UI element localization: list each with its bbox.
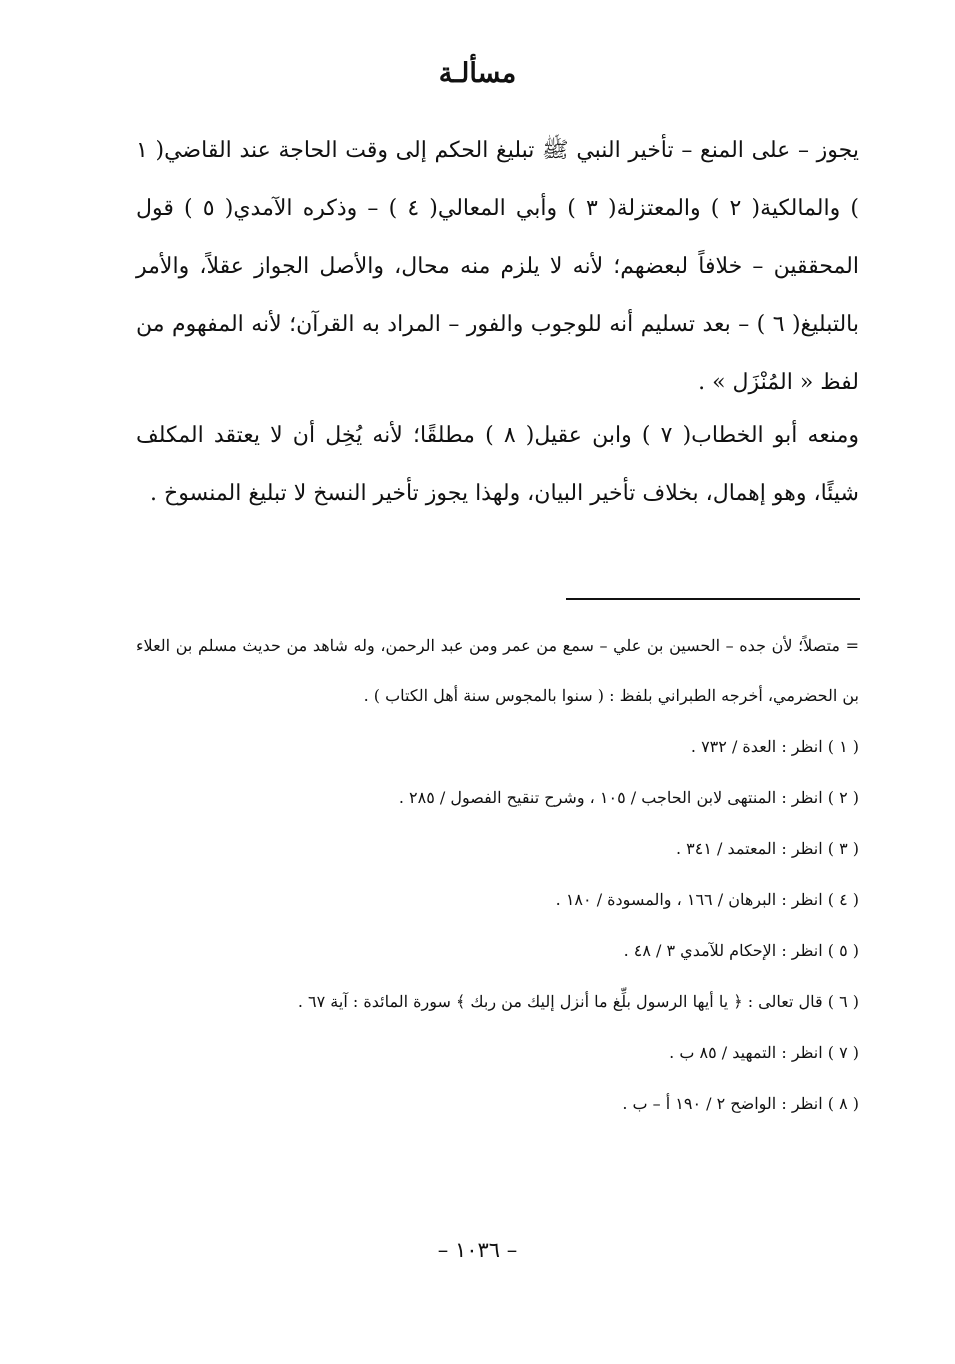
paragraph-text: يجوز – على المنع – تأخير النبي ﷺ تبليغ الحكم إلى وقت الحاجة عند القاضي( ١ ) والمالكية( ٢ ) والمعتزلة( ٣ ) وأبي المعالي( ٤ ) – وذكره الآمدي( ٥ ) قول المحققين – خلافاً لبعضهم؛ لأنه لا يلزم منه محال، والأصل الجواز عقلاً، والأمر بالتبليغ( ٦ ) – بعد تسليم أنه للوجوب والفور – المراد به القرآن؛ لأنه المفهوم من لفظ « المُنْزَل » .	[136, 138, 859, 395]
footnote-2: ( ٢ ) انظر : المنتهى لابن الحاجب / ١٠٥ ، وشرح تنقيح الفصول / ٢٨٥ .	[398, 788, 859, 807]
body-paragraph-2	[136, 407, 859, 523]
footnote-divider	[566, 598, 860, 600]
footnote-6: ( ٦ ) قال تعالى : ﴿ يا أيها الرسول بلِّغ ما أنزل إليك من ربك ﴾ سورة المائدة : آية ٦٧ .	[297, 992, 859, 1011]
page-number: – ١٠٣٦ –	[437, 1238, 518, 1262]
footnotes-section	[136, 621, 859, 1129]
page-title: مسألـة	[438, 58, 517, 89]
footnote-8: ( ٨ ) انظر : الواضح ٢ / ١٩٠ أ – ب .	[622, 1094, 859, 1113]
body-paragraph-1	[136, 122, 859, 412]
paragraph-text: ومنعه أبو الخطاب( ٧ ) وابن عقيل( ٨ ) مطلقًا؛ لأنه يُخِل أن لا يعتقد المكلف شيئًا، وهو إهمال، بخلاف تأخير البيان، ولهذا يجوز تأخير النسخ لا تبليغ المنسوخ .	[136, 423, 859, 506]
footnote-4: ( ٤ ) انظر : البرهان / ١٦٦ ، والمسودة / ١٨٠ .	[555, 890, 859, 909]
footnote-continuation: = متصلاً؛ لأن جده – الحسين بن علي – سمع من عمر ومن عبد الرحمن، وله شاهد من حديث مسلم بن العلاء بن الحضرمي، أخرجه الطبراني بلفظ : ( سنوا بالمجوس سنة أهل الكتاب ) .	[136, 636, 859, 705]
footnote-7: ( ٧ ) انظر : التمهيد / ٨٥ ب .	[669, 1043, 859, 1062]
footnote-3: ( ٣ ) انظر : المعتمد / ٣٤١ .	[675, 839, 859, 858]
footnote-5: ( ٥ ) انظر : الإحكام للآمدي ٣ / ٤٨ .	[623, 941, 859, 960]
footnote-1: ( ١ ) انظر : العدة / ٧٣٢ .	[690, 737, 859, 756]
